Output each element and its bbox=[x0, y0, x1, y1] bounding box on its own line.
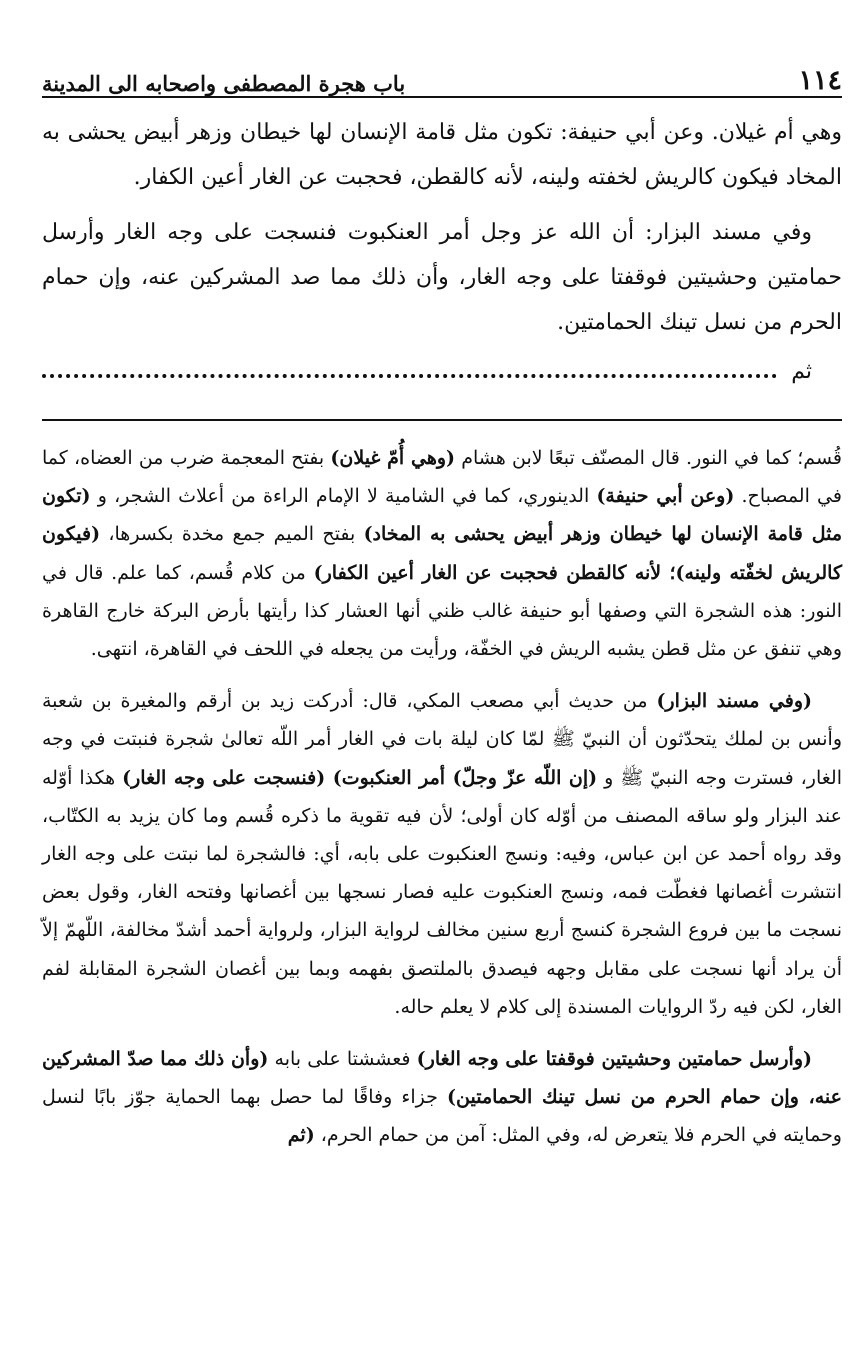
continuation-word: ثم bbox=[791, 358, 812, 384]
commentary-text: الدينوري، كما في الشامية لا الإمام الراءة من أعلاث الشجر، و bbox=[90, 485, 597, 508]
commentary-paragraph-2 bbox=[42, 682, 842, 1026]
commentary-paragraph-1 bbox=[42, 439, 842, 668]
page-number: ١١٤ bbox=[798, 65, 842, 96]
quoted-matn: (وأرسل حمامتين وحشيتين فوقفتا على وجه الغار) bbox=[416, 1048, 813, 1071]
commentary-text: من كلام قُسم، كما علم. قال في النور: هذه الشجرة التي وصفها أبو حنيفة غالب ظني أنها العشار كذا رأيتها بأرض البركة خارج القاهرة وهي تنفق عن مثل قطن يشبه الريش في الخفّة، ورأيت من يجعله في اللحف في القاهرة، انتهى. bbox=[42, 561, 842, 661]
main-paragraph-2: وفي مسند البزار: أن الله عز وجل أمر العنكبوت فنسجت على وجه الغار وأرسل حمامتين وحشيتين فوقفتا على وجه الغار، وأن ذلك مما صد المشركين عنه، وإن حمام الحرم من نسل تينك الحمامتين. bbox=[42, 220, 842, 335]
main-paragraph-1: وهي أم غيلان. وعن أبي حنيفة: تكون مثل قامة الإنسان لها خيطان وزهر أبيض يحشى به المخاد فيكون كالريش لخفته ولينه، لأنه كالقطن، فحجبت عن الغار أعين الكفار. bbox=[42, 120, 842, 190]
dotted-leader bbox=[42, 374, 777, 378]
quoted-matn: (وهي أُمّ غيلان) bbox=[330, 447, 456, 469]
quoted-matn: (وأن ذلك مما صدّ المشركين عنه، وإن حمام الحرم من نسل تينك الحمامتين) bbox=[42, 1048, 842, 1109]
quoted-matn: (وفي مسند البزار) bbox=[656, 690, 812, 713]
commentary bbox=[42, 439, 842, 1155]
quoted-matn: (وعن أبي حنيفة) bbox=[596, 485, 735, 508]
quoted-matn: (تكون مثل قامة الإنسان لها خيطان وزهر أبيض يحشى به المخاد) bbox=[42, 485, 842, 546]
running-title: باب هجرة المصطفى واصحابه الى المدينة bbox=[42, 71, 406, 96]
commentary-text: من حديث أبي مصعب المكي، قال: أدركت زيد بن أرقم والمغيرة بن شعبة وأنس بن لملك يتحدّثون أن النبيّ ﷺ لمّا كان ليلة بات في الغار أمر اللّه تعالىٰ شجرة فنبتت في وجه الغار، فسترت وجه النبيّ ﷺ و bbox=[42, 690, 842, 789]
commentary-text: هكذا أوّله عند البزار ولو ساقه المصنف من أوّله كان أولى؛ لأن فيه تقوية ما ذكره قُسم وما كان يزيد به الكتّاب، وقد رواه أحمد عن ابن عباس، وفيه: ونسج العنكبوت على بابه، أي: فالشجرة لما نبتت على وجه الغار انتشرت أغصانها فغطّت فمه، ونسج العنكبوت عليه فصار نسجها بين أغصانها وفتحه الغار، وقول بعض نسجت ما بين فروع الشجرة كنسج أربع سنين مخالف لرواية البزار، ولرواية أحمد أشدّ مخالفة، اللّهمّ إلاّ أن يراد أنها نسجت على مقابل وجهه فيصدق بالملتصق بفهمه وبما بين أغصان الشجرة المقابلة لفم الغار، لكن فيه ردّ الروايات المسندة إلى كلام لا يعلم حاله. bbox=[42, 766, 842, 1018]
commentary-text: قُسم؛ كما في النور. قال المصنّف تبعًا لابن هشام bbox=[455, 447, 842, 469]
quoted-matn: (فيكون كالريش لخفّته ولينه)؛ لأنه كالقطن فحجبت عن الغار أعين الكفار) bbox=[42, 523, 842, 584]
main-text bbox=[42, 110, 842, 391]
book-page bbox=[42, 50, 842, 1169]
commentary-text: بفتح الميم جمع مخدة بكسرها، bbox=[100, 523, 364, 546]
commentary-text: فعششتا على بابه bbox=[268, 1048, 417, 1071]
commentary-text: بفتح المعجمة ضرب من العضاه، كما في المصباح. bbox=[42, 447, 842, 508]
quoted-matn: (إن اللّه عزّ وجلّ) أمر العنكبوت) (فنسجت على وجه الغار) bbox=[122, 766, 598, 789]
quoted-matn: (ثم bbox=[287, 1124, 315, 1147]
continuation-line bbox=[42, 351, 842, 391]
commentary-paragraph-3 bbox=[42, 1040, 842, 1155]
footnote-divider bbox=[42, 419, 842, 421]
commentary-text: جزاء وفاقًا لما حصل بهما الحماية جوّز بابًا لنسل وحمايته في الحرم فلا يتعرض له، وفي المثل: آمن من حمام الحرم، bbox=[42, 1086, 842, 1147]
page-header bbox=[42, 50, 842, 98]
